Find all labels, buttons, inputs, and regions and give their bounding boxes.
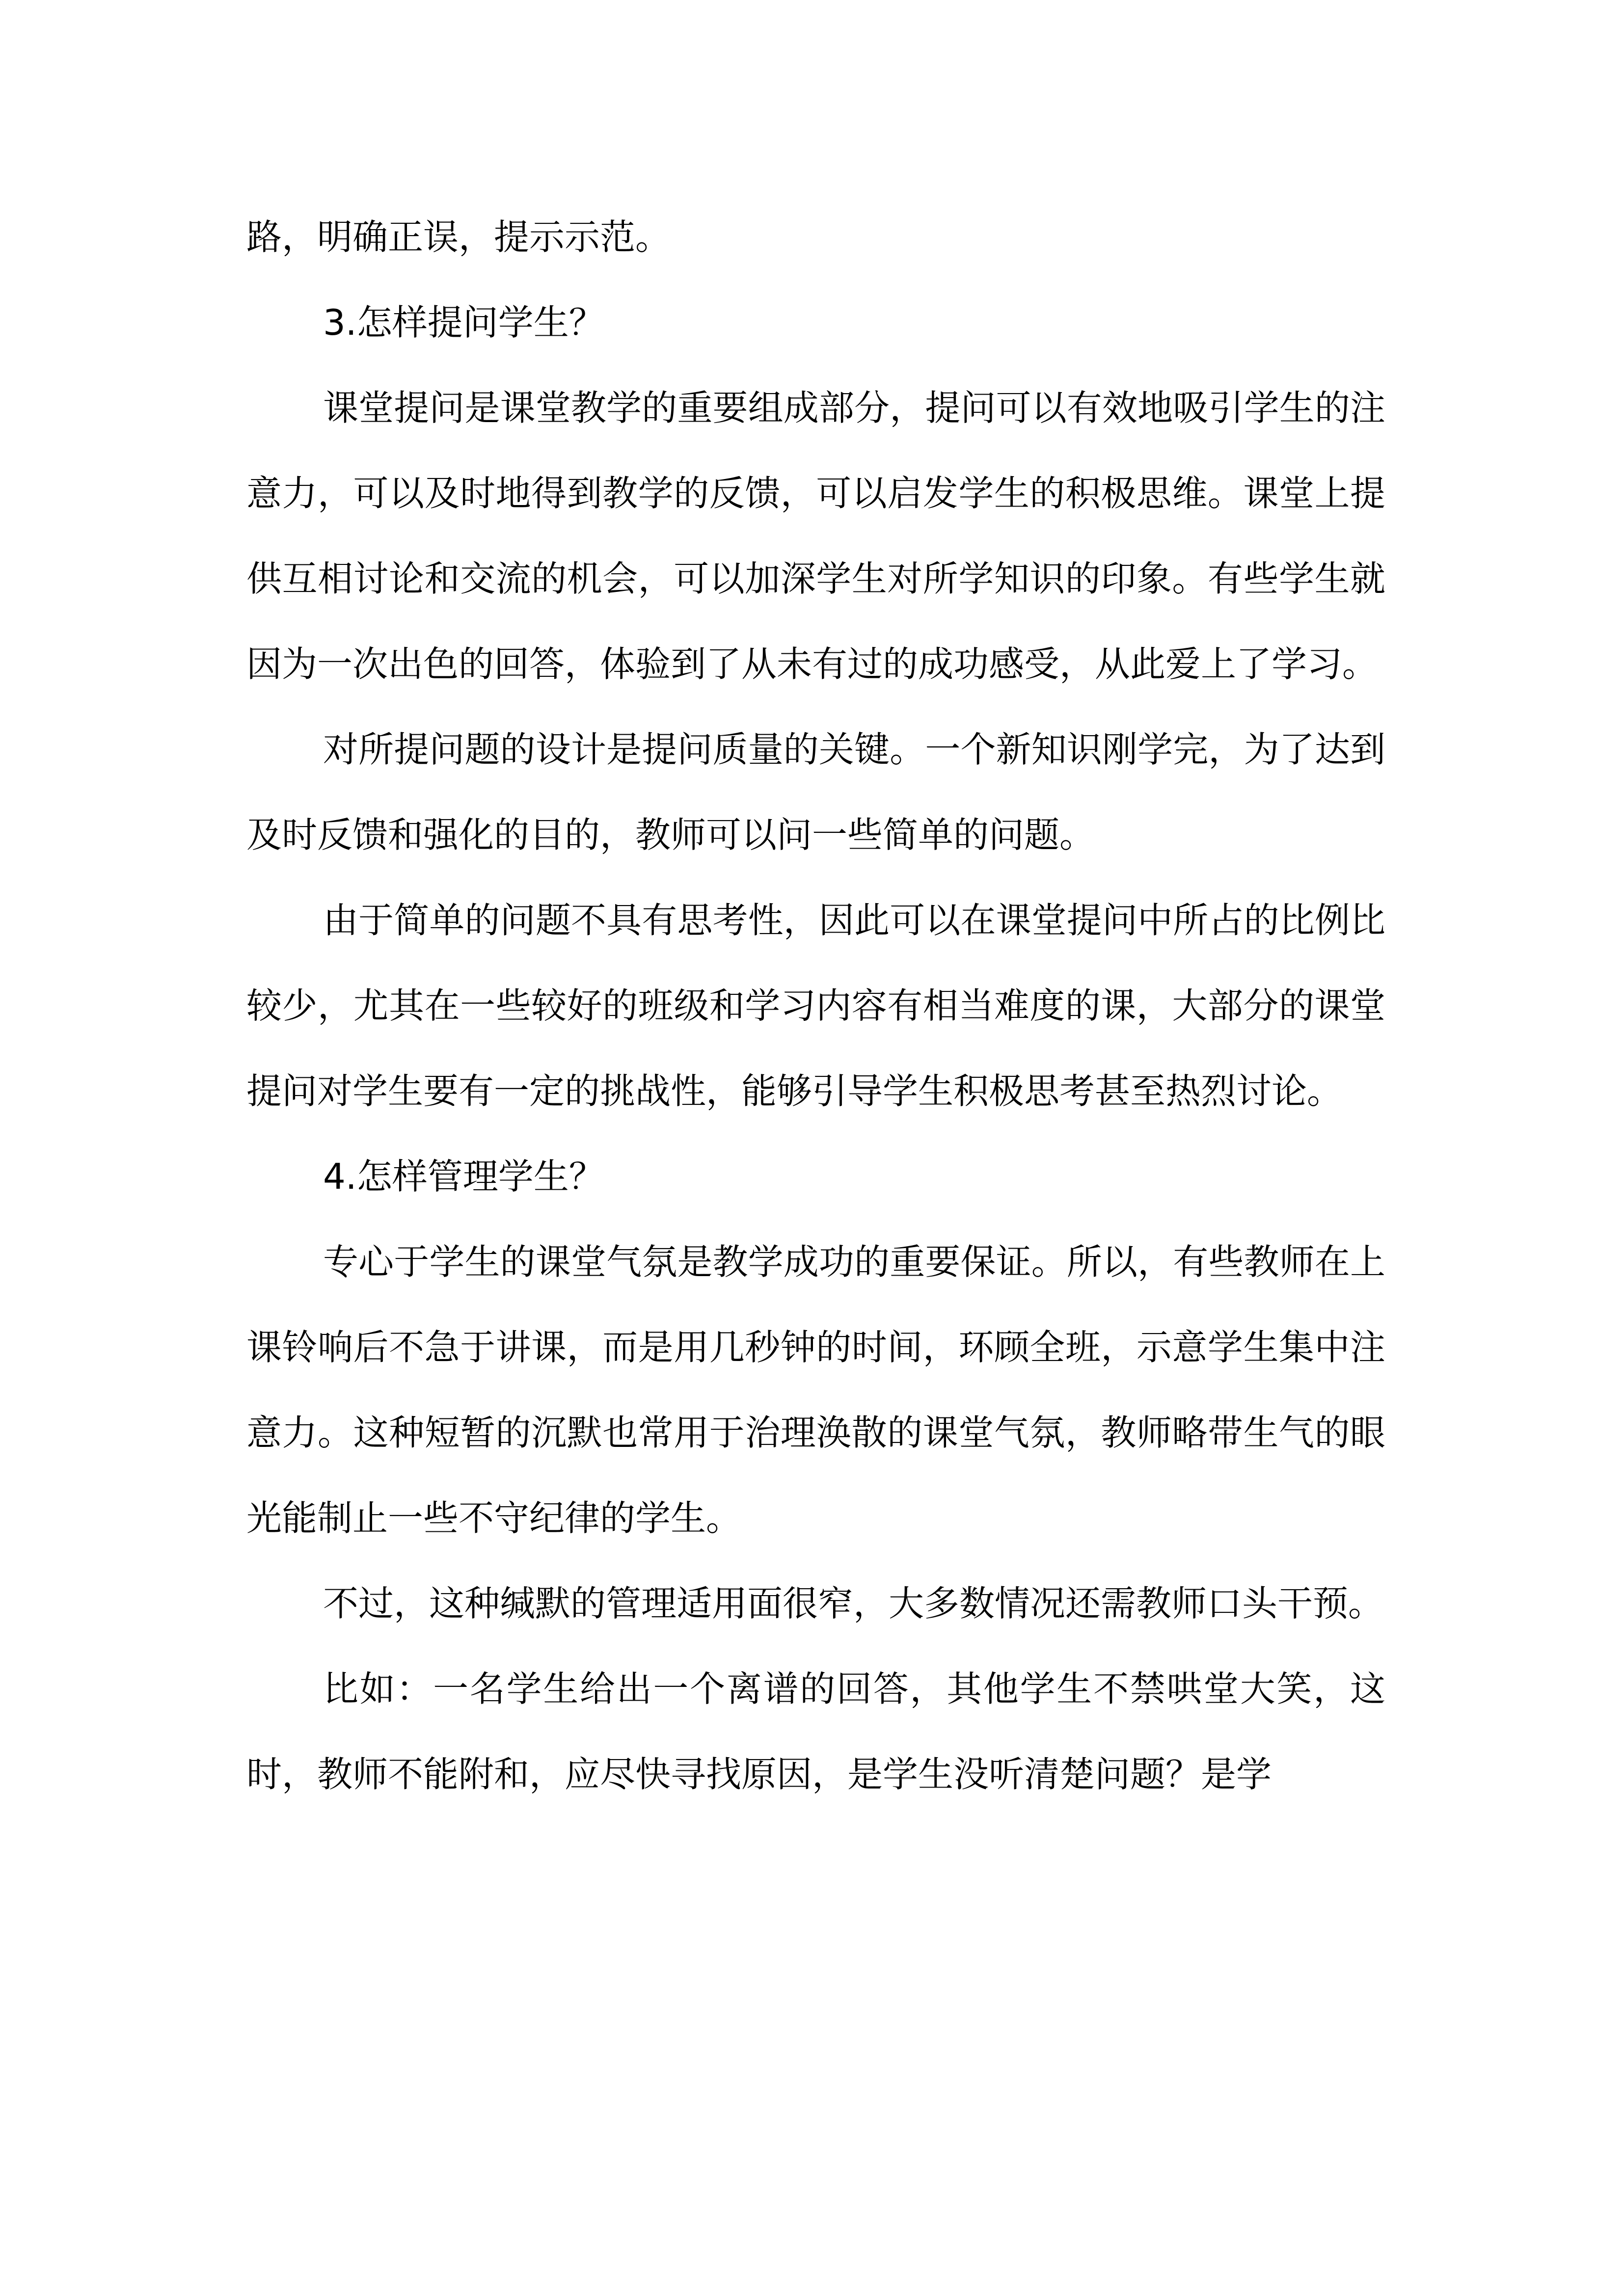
section-heading-4: 4.怎样管理学生？	[323, 1156, 604, 1197]
paragraph: 课堂提问是课堂教学的重要组成部分，提问可以有效地吸引学生的注意力，可以及时地得到教学的反馈，可以启发学生的积极思维。课堂上提供互相讨论和交流的机会，可以加深学生对所学知识的印象。有些学生就因为一次出色的回答，体验到了从未有过的成功感受，从此爱上了学习。	[246, 387, 1385, 685]
section-heading-3: 3.怎样提问学生？	[323, 302, 604, 343]
paragraph-continuation: 路，明确正误，提示示范。	[246, 216, 671, 258]
paragraph: 对所提问题的设计是提问质量的关键。一个新知识刚学完，为了达到及时反馈和强化的目的，教师可以问一些简单的问题。	[246, 729, 1385, 855]
paragraph: 比如：一名学生给出一个离谱的回答，其他学生不禁哄堂大笑，这时，教师不能附和，应尽快寻找原因，是学生没听清楚问题？是学	[246, 1668, 1385, 1795]
paragraph: 由于简单的问题不具有思考性，因此可以在课堂提问中所占的比例比较少，尤其在一些较好的班级和学习内容有相当难度的课，大部分的课堂提问对学生要有一定的挑战性，能够引导学生积极思考甚至热烈讨论。	[246, 900, 1385, 1112]
paragraph: 不过，这种缄默的管理适用面很窄，大多数情况还需教师口头干预。	[323, 1583, 1384, 1624]
paragraph: 专心于学生的课堂气氛是教学成功的重要保证。所以，有些教师在上课铃响后不急于讲课，而是用几秒钟的时间，环顾全班，示意学生集中注意力。这种短暂的沉默也常用于治理涣散的课堂气氛，教师略带生气的眼光能制止一些不守纪律的学生。	[246, 1241, 1385, 1539]
body-text	[246, 194, 1385, 1817]
